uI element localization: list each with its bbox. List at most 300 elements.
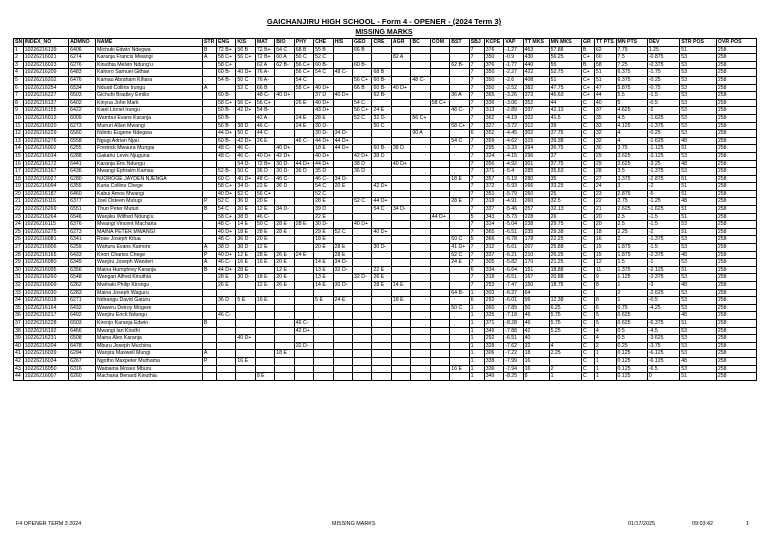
table-cell: 7 — [469, 221, 484, 229]
table-cell: 18 E — [391, 297, 410, 305]
table-cell: 27 — [594, 175, 616, 183]
table-cell: 20 E — [333, 183, 352, 191]
table-cell: 53 — [680, 61, 717, 69]
table-cell: -4.92 — [504, 160, 523, 168]
table-cell — [411, 213, 430, 221]
table-cell: 55 B — [314, 46, 333, 54]
table-cell: 32 — [14, 282, 24, 290]
table-cell: 40 D+ — [275, 145, 294, 153]
table-cell: 56 B — [216, 122, 235, 130]
table-cell: 46 C- — [236, 152, 255, 160]
table-cell: 38 D — [372, 152, 391, 160]
table-cell — [353, 365, 372, 373]
table-cell: 10226216275 — [23, 228, 68, 236]
table-cell: 38 D — [353, 160, 372, 168]
table-cell: 1.25 — [647, 46, 679, 54]
table-cell — [353, 145, 372, 153]
table-cell: B — [202, 46, 216, 54]
table-cell — [372, 365, 391, 373]
table-cell: 60 A — [275, 54, 294, 62]
table-cell — [372, 130, 391, 138]
table-cell — [202, 92, 216, 100]
table-cell: Gakahu Levis Njuguna — [96, 152, 203, 160]
table-cell: 53 — [680, 168, 717, 176]
table-cell: 6341 — [69, 236, 96, 244]
table-cell: 7 — [469, 168, 484, 176]
column-header: AGR — [391, 39, 410, 47]
table-row — [14, 327, 757, 335]
table-cell: 53 — [680, 335, 717, 343]
table-cell — [391, 228, 410, 236]
table-cell: 327 — [484, 122, 503, 130]
table-cell: 10226216187 — [23, 190, 68, 198]
table-cell — [450, 76, 469, 84]
table-cell: 1 — [594, 365, 616, 373]
table-cell: 258 — [716, 107, 756, 115]
table-cell: C — [581, 228, 594, 236]
table-cell — [353, 92, 372, 100]
table-cell: -3.26 — [504, 92, 523, 100]
table-cell — [216, 289, 235, 297]
table-cell: 26 — [14, 236, 24, 244]
table-cell — [353, 175, 372, 183]
table-cell: C — [581, 221, 594, 229]
table-cell: Kinuthia Melvin Ndung'u — [96, 61, 203, 69]
table-cell: 53 — [680, 236, 717, 244]
table-cell — [294, 365, 313, 373]
report-subtitle: MISSING MARKS — [355, 29, 413, 36]
table-cell: 258 — [716, 319, 756, 327]
table-cell: 10226216264 — [23, 213, 68, 221]
table-cell: C — [581, 312, 594, 320]
table-cell: 56 C+ — [255, 190, 274, 198]
table-cell: 5 — [14, 76, 24, 84]
table-cell: 60 B- — [372, 76, 391, 84]
table-cell: 1.5 — [616, 259, 647, 267]
table-cell: C — [581, 259, 594, 267]
table-cell: 382 — [523, 84, 549, 92]
table-cell — [411, 198, 430, 206]
table-cell: -5.4 — [504, 168, 523, 176]
table-cell: 21 — [14, 198, 24, 206]
table-cell: -0.9 — [504, 54, 523, 62]
table-body — [14, 46, 757, 380]
table-cell: 30 — [594, 145, 616, 153]
table-cell — [216, 304, 235, 312]
table-cell: 258 — [716, 357, 756, 365]
table-cell: 3.625 — [616, 152, 647, 160]
table-cell — [411, 365, 430, 373]
table-cell — [391, 152, 410, 160]
table-cell — [333, 160, 352, 168]
table-cell — [450, 297, 469, 305]
table-cell: 30 D- — [372, 244, 391, 252]
table-cell: -1.375 — [647, 122, 679, 130]
table-cell: 10226216204 — [23, 342, 68, 350]
table-cell — [450, 342, 469, 350]
table-cell: 72 B+ — [255, 46, 274, 54]
table-cell: P — [202, 357, 216, 365]
table-cell: -2.52 — [504, 84, 523, 92]
table-cell: 48 C- — [255, 92, 274, 100]
table-cell — [255, 357, 274, 365]
table-cell: 7.5 — [616, 54, 647, 62]
table-cell: 30 D- — [314, 122, 333, 130]
table-cell: 20 E — [275, 259, 294, 267]
table-cell: 57.88 — [549, 46, 581, 54]
table-cell — [294, 274, 313, 282]
table-cell — [372, 312, 391, 320]
table-cell — [294, 304, 313, 312]
table-cell — [333, 312, 352, 320]
table-cell — [202, 168, 216, 176]
table-cell — [333, 114, 352, 122]
table-row — [14, 289, 757, 297]
table-cell: 5 — [469, 213, 484, 221]
table-cell: 58 C+ — [450, 122, 469, 130]
table-cell: 258 — [716, 244, 756, 252]
table-cell: C — [581, 236, 594, 244]
table-cell: 28 E — [216, 274, 235, 282]
footer-date: 01/17/2025 — [628, 521, 655, 527]
table-cell: 6.25 — [549, 304, 581, 312]
table-cell — [411, 107, 430, 115]
table-cell — [255, 335, 274, 343]
table-cell: C — [581, 244, 594, 252]
table-cell: 2.5 — [616, 221, 647, 229]
table-cell: 5 — [594, 312, 616, 320]
table-cell: A — [202, 84, 216, 92]
table-cell: Mwihaki Philip Kirungu — [96, 282, 203, 290]
table-cell — [255, 145, 274, 153]
table-cell: -6.51 — [504, 274, 523, 282]
table-cell: 357 — [484, 175, 503, 183]
table-cell: 5 — [594, 319, 616, 327]
table-cell: 1 — [14, 46, 24, 54]
table-cell: 16 E — [236, 259, 255, 267]
table-cell: 53 — [680, 152, 717, 160]
table-cell: Ndiritu Eugene Ndegwa — [96, 130, 203, 138]
table-cell: -2.375 — [647, 251, 679, 259]
table-cell: -8.25 — [504, 373, 523, 381]
table-cell: -1.125 — [647, 145, 679, 153]
table-cell: 5 E — [236, 297, 255, 305]
table-cell: 60 B- — [216, 92, 235, 100]
table-cell — [430, 114, 449, 122]
table-cell: C — [581, 206, 594, 214]
table-row — [14, 259, 757, 267]
table-cell: 50 B- — [216, 107, 235, 115]
table-cell: 66 B — [255, 84, 274, 92]
table-cell: 46 — [523, 319, 549, 327]
table-cell: 334 — [484, 266, 503, 274]
table-cell: 40 D+ — [236, 175, 255, 183]
table-cell — [391, 357, 410, 365]
table-cell: C — [581, 183, 594, 191]
table-cell — [202, 152, 216, 160]
table-cell — [450, 69, 469, 77]
table-cell — [549, 357, 581, 365]
table-cell: 72 B+ — [216, 46, 235, 54]
table-cell: Maina Alex Karanja — [96, 335, 203, 343]
table-cell: 44 — [549, 99, 581, 107]
table-cell: 258 — [716, 304, 756, 312]
table-cell: 41 D+ — [450, 244, 469, 252]
table-cell: 46 C- — [294, 319, 313, 327]
table-cell: 258 — [716, 335, 756, 343]
column-header: STR — [202, 39, 216, 47]
table-cell: 2.875 — [616, 190, 647, 198]
table-cell: 21.25 — [549, 259, 581, 267]
table-cell: 5.75 — [549, 319, 581, 327]
table-cell: Mwangi Vincent Macharia — [96, 221, 203, 229]
table-cell — [314, 319, 333, 327]
table-cell: 53 — [680, 365, 717, 373]
table-cell: 24 E — [450, 259, 469, 267]
table-cell: 48 — [680, 160, 717, 168]
table-cell: 7 — [469, 137, 484, 145]
table-cell — [333, 350, 352, 358]
table-cell: 10226216013 — [23, 114, 68, 122]
table-cell — [549, 289, 581, 297]
table-cell: Mwangi Ian Kiruthi — [96, 327, 203, 335]
table-cell: 7 — [469, 282, 484, 290]
table-cell: 3.625 — [616, 160, 647, 168]
table-cell: 6 — [469, 266, 484, 274]
table-cell: C — [581, 114, 594, 122]
table-cell: C — [581, 282, 594, 290]
table-cell — [411, 54, 430, 62]
table-cell — [430, 122, 449, 130]
table-cell: 7 — [469, 61, 484, 69]
table-cell: 292 — [484, 297, 503, 305]
table-cell: 22 E — [372, 266, 391, 274]
table-cell: 10226216167 — [23, 168, 68, 176]
table-row — [14, 137, 757, 145]
table-cell: 6349 — [69, 259, 96, 267]
table-cell: 60 B- — [353, 61, 372, 69]
table-cell — [411, 61, 430, 69]
table-cell — [450, 46, 469, 54]
table-cell: -6.375 — [647, 319, 679, 327]
table-cell: 60 B- — [372, 145, 391, 153]
table-cell: 260 — [523, 198, 549, 206]
table-cell — [353, 304, 372, 312]
table-cell — [411, 373, 430, 381]
table-cell: 6.375 — [616, 76, 647, 84]
table-cell: 24 E — [294, 122, 313, 130]
table-cell — [216, 350, 235, 358]
table-cell — [430, 175, 449, 183]
table-row — [14, 107, 757, 115]
table-cell: 24 E — [294, 251, 313, 259]
table-cell: 29 — [14, 259, 24, 267]
table-cell: 42 D+ — [353, 152, 372, 160]
table-cell: 32 D- — [333, 266, 352, 274]
table-cell: 7 — [469, 76, 484, 84]
table-cell: 25.88 — [549, 244, 581, 252]
table-cell — [450, 84, 469, 92]
table-cell: 53 — [680, 122, 717, 130]
table-cell: 6294 — [69, 350, 96, 358]
table-cell — [391, 92, 410, 100]
table-cell: 7 — [469, 251, 484, 259]
table-cell: -1.5 — [647, 92, 679, 100]
table-cell: 48 C- — [255, 175, 274, 183]
column-header: SN — [15, 39, 23, 45]
table-cell — [391, 198, 410, 206]
table-cell: Maina Joseph Waguru — [96, 289, 203, 297]
table-cell: 6534 — [69, 84, 96, 92]
table-cell: 228 — [523, 213, 549, 221]
table-cell: 35 — [14, 304, 24, 312]
table-cell: 10226216002 — [23, 145, 68, 153]
table-cell: 54 B- — [216, 76, 235, 84]
table-cell: 24 — [14, 221, 24, 229]
table-cell — [216, 342, 235, 350]
table-cell: 40 — [14, 342, 24, 350]
table-cell: C+ — [581, 76, 594, 84]
table-cell — [411, 84, 430, 92]
table-cell: 32 — [594, 130, 616, 138]
table-cell: 30 D- — [333, 282, 352, 290]
table-cell: 99 — [523, 297, 549, 305]
table-cell: 26 E — [275, 251, 294, 259]
table-cell: 258 — [716, 114, 756, 122]
table-cell — [372, 327, 391, 335]
table-cell: 258 — [716, 54, 756, 62]
table-cell: 33 — [594, 122, 616, 130]
table-cell: 90 A — [411, 130, 430, 138]
table-cell: 1 — [469, 342, 484, 350]
table-cell — [430, 130, 449, 138]
table-cell: 38 — [14, 327, 24, 335]
table-cell: Kiarii Lionel Irungu — [96, 107, 203, 115]
table-cell: 8 E — [255, 373, 274, 381]
table-cell: 28 E — [450, 198, 469, 206]
table-cell: C — [581, 122, 594, 130]
table-cell — [275, 335, 294, 343]
table-cell: 3.75 — [616, 145, 647, 153]
table-cell: 51 — [549, 76, 581, 84]
table-cell: 28 E — [314, 114, 333, 122]
column-header: CHE — [314, 39, 333, 47]
table-cell: 2 — [594, 342, 616, 350]
table-cell: 38 D — [236, 244, 255, 252]
table-cell: Kabui Amos Mwangi — [96, 190, 203, 198]
table-cell: 6476 — [69, 76, 96, 84]
table-cell: 13 E — [314, 274, 333, 282]
table-cell — [333, 213, 352, 221]
table-cell — [216, 365, 235, 373]
table-cell — [353, 319, 372, 327]
table-cell: 28 E — [275, 221, 294, 229]
table-cell — [391, 213, 410, 221]
table-cell: C — [581, 304, 594, 312]
table-cell: 52 C — [216, 198, 235, 206]
table-cell: Kuria Collins Chege — [96, 183, 203, 191]
table-cell: C — [581, 357, 594, 365]
table-cell: 60 C- — [216, 175, 235, 183]
table-cell — [275, 76, 294, 84]
table-cell: 0.5 — [616, 327, 647, 335]
table-cell — [430, 46, 449, 54]
table-cell: C — [581, 168, 594, 176]
table-cell: 8 — [523, 373, 549, 381]
table-cell: B — [202, 206, 216, 214]
table-cell: 7 — [469, 145, 484, 153]
column-header: DEV — [647, 39, 679, 47]
table-cell: 54 C — [314, 69, 333, 77]
table-cell — [450, 221, 469, 229]
table-cell: -7.89 — [504, 304, 523, 312]
table-cell: 48 C- — [216, 221, 235, 229]
table-cell: 19 — [14, 183, 24, 191]
table-cell — [275, 244, 294, 252]
table-cell: 430 — [523, 54, 549, 62]
table-cell: 10226216202 — [23, 76, 68, 84]
table-cell: 1 — [469, 335, 484, 343]
table-cell — [391, 236, 410, 244]
table-cell: 258 — [716, 160, 756, 168]
table-cell: Rose Joseph Kitua — [96, 236, 203, 244]
table-cell — [411, 160, 430, 168]
table-cell — [391, 122, 410, 130]
table-cell: Wahura Evans Kamore — [96, 244, 203, 252]
table-cell: 48 C- — [216, 152, 235, 160]
table-cell — [353, 130, 372, 138]
table-cell: 29 E — [314, 228, 333, 236]
table-cell — [450, 312, 469, 320]
table-cell: -5.73 — [504, 213, 523, 221]
table-cell: 5.75 — [549, 312, 581, 320]
table-cell: -1.375 — [647, 236, 679, 244]
table-cell: 38 D — [236, 213, 255, 221]
table-cell — [294, 350, 313, 358]
table-cell: Macharia Benard Kinuthia — [96, 373, 203, 381]
table-cell: C — [581, 160, 594, 168]
table-cell: 10226216006 — [23, 244, 68, 252]
table-cell: 44 D+ — [294, 160, 313, 168]
table-cell — [333, 206, 352, 214]
table-cell — [391, 244, 410, 252]
table-cell: 40 D+ — [372, 228, 391, 236]
table-cell: 32 D- — [353, 274, 372, 282]
table-cell: 6276 — [69, 61, 96, 69]
table-cell — [202, 175, 216, 183]
table-cell — [430, 236, 449, 244]
table-header-row — [14, 39, 757, 47]
table-cell — [294, 198, 313, 206]
table-cell — [202, 342, 216, 350]
table-cell — [450, 168, 469, 176]
table-cell — [294, 335, 313, 343]
table-cell: 7 — [469, 99, 484, 107]
table-cell — [450, 99, 469, 107]
table-cell: -1.625 — [647, 114, 679, 122]
table-cell: 10226216009 — [23, 282, 68, 290]
column-header: CRE — [372, 39, 391, 47]
footer-report-name: F4 OPENER TERM 3 2024 — [16, 521, 82, 527]
table-cell: 46 C- — [216, 259, 235, 267]
table-cell — [430, 350, 449, 358]
table-cell: 0.625 — [616, 319, 647, 327]
table-cell: 29 — [594, 160, 616, 168]
table-cell — [275, 99, 294, 107]
table-cell: 44 — [14, 373, 24, 381]
table-cell: 54 C — [216, 206, 235, 214]
table-cell — [430, 266, 449, 274]
